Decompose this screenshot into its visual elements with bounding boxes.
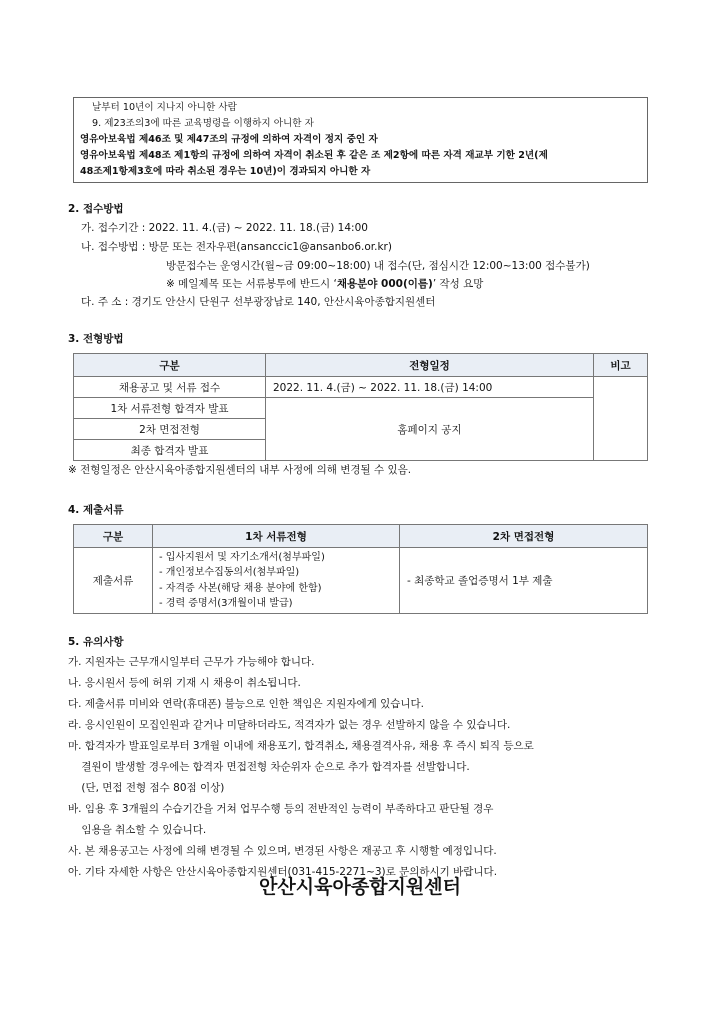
documents-header-second: 2차 면접전형	[400, 525, 648, 548]
note-line: 임용을 취소할 수 있습니다.	[68, 824, 207, 836]
schedule-table	[73, 353, 648, 461]
note-line: 사. 본 채용공고는 사정에 의해 변경될 수 있으며, 변경된 사항은 재공고 후 시행할 예정입니다.	[68, 845, 497, 857]
box-line-4: 영유아보육법 제48조 제1항의 규정에 의하여 자격이 취소된 후 같은 조 제2항에 따른 자격 재교부 기한 2년(제	[80, 150, 548, 161]
section-4-title: 4. 제출서류	[68, 504, 124, 516]
note-line: 아. 기타 자세한 사항은 안산시육아종합지원센터(031-415-2271~3)로 문의하시기 바랍니다.	[68, 866, 498, 878]
disqualification-box	[73, 97, 648, 183]
note-line: 나. 응시원서 등에 허위 기재 시 채용이 취소됩니다.	[68, 677, 301, 689]
note-line: 마. 합격자가 발표일로부터 3개월 이내에 채용포기, 합격취소, 채용결격사유, 채용 후 즉시 퇴직 등으로	[68, 740, 534, 752]
box-line-1: 날부터 10년이 지나지 아니한 사람	[92, 102, 237, 113]
schedule-row-label: 채용공고 및 서류 접수	[74, 377, 266, 398]
section-3-title: 3. 전형방법	[68, 333, 124, 345]
schedule-header-category: 구분	[74, 354, 266, 377]
schedule-note: ※ 전형일정은 안산시육아종합지원센터의 내부 사정에 의해 변경될 수 있음.	[68, 464, 412, 476]
box-line-3: 영유아보육법 제46조 및 제47조의 규정에 의하여 자격이 정지 중인 자	[80, 134, 378, 145]
note-line: 라. 응시인원이 모집인원과 같거나 미달하더라도, 적격자가 없는 경우 선발하지 않을 수 있습니다.	[68, 719, 511, 731]
list-item: - 개인정보수집동의서(첨부파일)	[159, 567, 300, 578]
documents-table	[73, 524, 648, 614]
list-item: - 자격증 사본(해당 채용 분야에 한함)	[159, 582, 322, 594]
documents-header-first: 1차 서류전형	[153, 525, 400, 548]
schedule-merged-cell: 홈페이지 공지	[266, 398, 594, 461]
mail-note-post: ’ 작성 요망	[432, 278, 484, 290]
documents-first-list	[153, 548, 400, 614]
documents-header-category: 구분	[74, 525, 153, 548]
organization-footer: 안산시육아종합지원센터	[259, 876, 461, 898]
box-line-5: 48조제1항제3호에 따라 취소된 경우는 10년)이 경과되지 아니한 자	[80, 166, 371, 177]
method-label: 나. 접수방법 :	[81, 241, 149, 253]
schedule-row-label: 2차 면접전형	[74, 419, 266, 440]
address-value: 경기도 안산시 단원구 선부광장남로 140, 안산시육아종합지원센터	[131, 296, 436, 308]
visit-line: 방문접수는 운영시간(월~금 09:00~18:00) 내 접수(단, 점심시간 12:00~13:00 접수불가)	[166, 260, 590, 272]
period-line	[81, 220, 368, 235]
address-label: 다. 주 소 :	[81, 296, 132, 308]
address-line	[81, 294, 435, 309]
list-item: - 입사지원서 및 자기소개서(첨부파일)	[159, 551, 325, 563]
schedule-row-label: 최종 합격자 발표	[74, 440, 266, 461]
documents-row-label: 제출서류	[74, 548, 153, 614]
schedule-header-note: 비고	[594, 354, 648, 377]
note-line: 결원이 발생할 경우에는 합격자 면접전형 차순위자 순으로 추가 합격자를 선발합니다.	[68, 761, 470, 773]
mail-note-pre: ※ 메일제목 또는 서류봉투에 반드시 ‘	[166, 278, 337, 290]
list-item: - 경력 증명서(3개월이내 발급)	[159, 598, 293, 609]
note-line: 바. 임용 후 3개월의 수습기간을 거쳐 업무수행 등의 전반적인 능력이 부족하다고 판단될 경우	[68, 803, 494, 815]
note-line: (단, 면접 전형 점수 80점 이상)	[68, 782, 225, 794]
period-value: 2022. 11. 4.(금) ~ 2022. 11. 18.(금) 14:00	[148, 222, 368, 234]
mail-note-bold: 채용분야 000(이름)	[336, 278, 433, 290]
note-line: 다. 제출서류 미비와 연락(휴대폰) 불능으로 인한 책임은 지원자에게 있습니다.	[68, 698, 425, 710]
method-value: 방문 또는 전자우편(ansanccic1@ansanbo6.or.kr)	[148, 241, 392, 253]
period-label: 가. 접수기간 :	[81, 222, 149, 234]
section-5-title: 5. 유의사항	[68, 636, 124, 648]
note-line: 가. 지원자는 근무개시일부터 근무가 가능해야 합니다.	[68, 656, 315, 668]
method-line	[81, 239, 392, 254]
schedule-header-schedule: 전형일정	[266, 354, 594, 377]
schedule-row-label: 1차 서류전형 합격자 발표	[74, 398, 266, 419]
documents-second-cell: - 최종학교 졸업증명서 1부 제출	[400, 548, 648, 614]
schedule-row-date: 2022. 11. 4.(금) ~ 2022. 11. 18.(금) 14:00	[266, 377, 594, 398]
mail-note-line	[166, 276, 483, 291]
schedule-note-cell	[594, 377, 648, 461]
section-2-title: 2. 접수방법	[68, 203, 124, 215]
box-line-2: 9. 제23조의3에 따른 교육명령을 이행하지 아니한 자	[92, 118, 314, 129]
